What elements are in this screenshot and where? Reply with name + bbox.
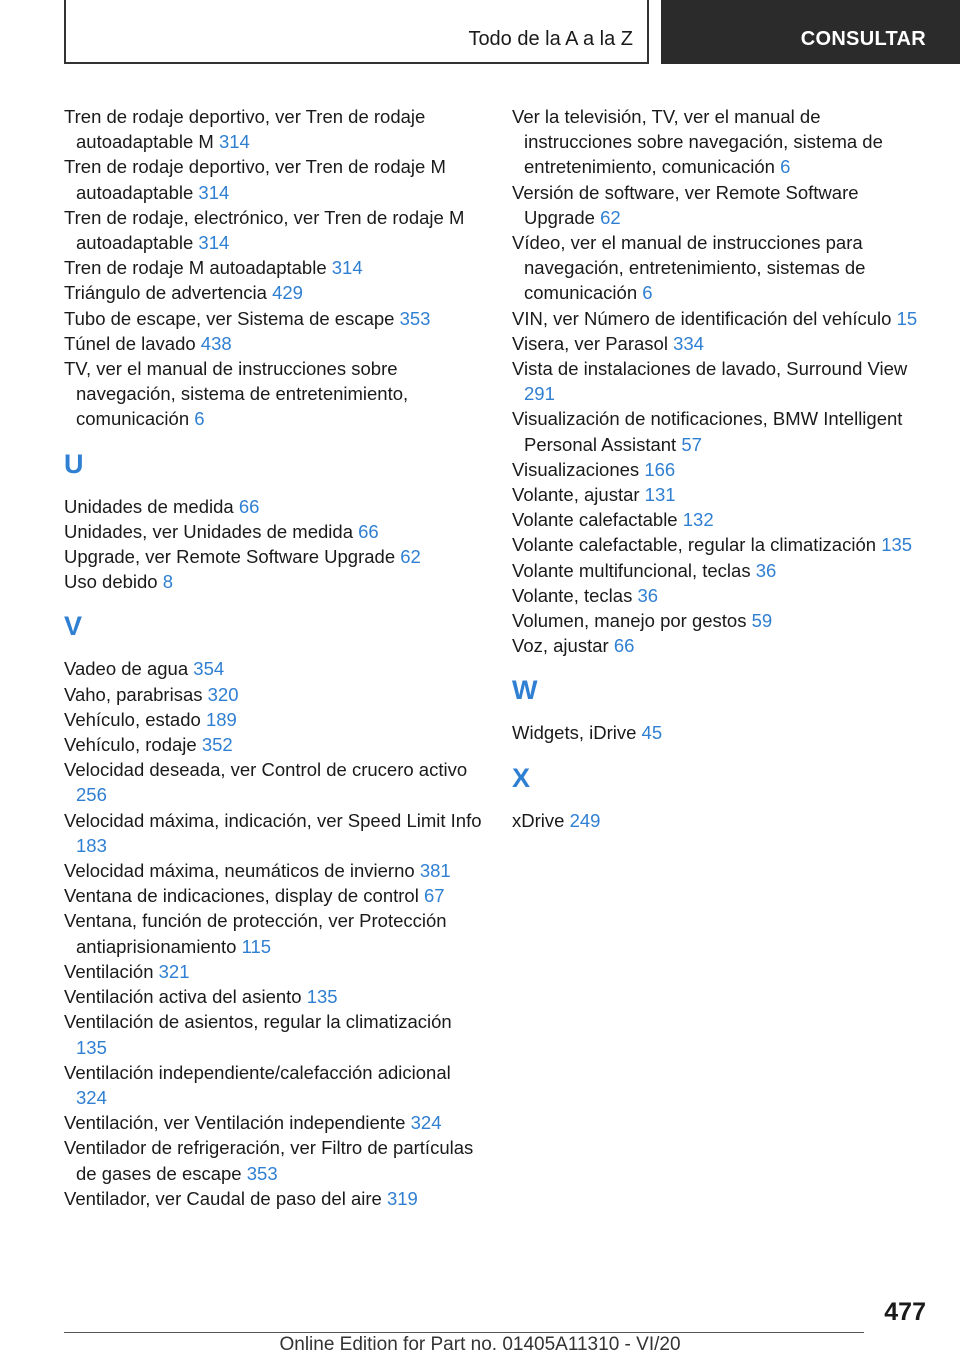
index-entry	[512, 457, 927, 482]
index-page-link[interactable]: 6	[780, 156, 791, 178]
index-page-link[interactable]: 135	[76, 1036, 107, 1058]
index-entry-text: Ventana, función de protección, ver Protección antiaprisionamiento	[64, 910, 447, 957]
index-page-link[interactable]: 320	[207, 683, 239, 705]
index-entry	[512, 104, 927, 180]
index-entry-text: TV, ver el manual de instrucciones sobre navegación, sistema de entretenimiento, comunicación	[64, 358, 409, 430]
index-entry	[64, 757, 484, 807]
index-page-link[interactable]: 166	[644, 458, 676, 480]
index-entry-text: Widgets, iDrive	[512, 722, 637, 744]
index-entry	[64, 808, 484, 858]
index-entry-text: Vaho, parabrisas	[64, 683, 203, 705]
index-entry	[64, 682, 484, 707]
index-entry-text: Vadeo de agua	[64, 658, 189, 680]
index-entry	[512, 507, 927, 532]
index-entry	[64, 1060, 484, 1110]
index-page-link[interactable]: 6	[194, 408, 205, 430]
index-page-link[interactable]: 319	[386, 1187, 418, 1209]
index-entry	[64, 984, 484, 1009]
index-entry	[512, 482, 927, 507]
index-entry-text: Túnel de lavado	[64, 332, 196, 354]
index-page-link[interactable]: 6	[642, 282, 653, 304]
index-entry	[64, 858, 484, 883]
index-entry-text: Ventilación independiente/calefacción adicional	[64, 1061, 451, 1083]
index-entry	[64, 883, 484, 908]
index-entry-text: Unidades de medida	[64, 495, 234, 517]
index-entry-text: Tren de rodaje, electrónico, ver Tren de rodaje M autoadaptable	[64, 206, 465, 254]
index-entry-text: Velocidad deseada, ver Control de crucero activo	[64, 759, 468, 781]
index-page-link[interactable]: 291	[524, 383, 555, 405]
index-entry	[64, 544, 484, 569]
index-page-link[interactable]: 183	[76, 834, 107, 856]
index-entry	[64, 519, 484, 544]
index-entry-text: Ventilación activa del asiento	[64, 986, 302, 1008]
index-entry-text: Velocidad máxima, neumáticos de invierno	[64, 860, 415, 882]
index-entry-text: Ventilación, ver Ventilación independiente	[64, 1112, 406, 1134]
index-entry-text: Visualización de notificaciones, BMW Intelligent Personal Assistant	[512, 408, 903, 455]
index-page-link[interactable]: 66	[238, 495, 260, 517]
index-entry	[64, 154, 484, 204]
index-page-link[interactable]: 324	[410, 1112, 442, 1134]
index-page-link[interactable]: 381	[419, 860, 451, 882]
index-entry-text: Velocidad máxima, indicación, ver Speed Limit Info	[64, 809, 482, 831]
index-entry-text: Ventilación de asientos, regular la climatización	[64, 1011, 452, 1033]
index-entry	[512, 558, 927, 583]
index-entry-text: Tren de rodaje deportivo, ver Tren de rodaje autoadaptable M	[64, 106, 426, 153]
index-entry	[512, 180, 927, 230]
index-page-link[interactable]: 314	[198, 232, 230, 254]
index-entry-text: Tren de rodaje M autoadaptable	[64, 257, 327, 279]
index-entry	[512, 633, 927, 658]
index-entry-text: Tren de rodaje deportivo, ver Tren de rodaje M autoadaptable	[64, 156, 446, 203]
index-entry-text: Triángulo de advertencia	[64, 282, 267, 304]
index-page-link[interactable]: 36	[637, 584, 659, 606]
index-entry-text: Ventilación	[64, 960, 154, 982]
index-page-link[interactable]: 314	[331, 257, 363, 279]
index-entry-text: Tubo de escape, ver Sistema de escape	[64, 307, 395, 329]
index-page-link[interactable]: 135	[881, 534, 913, 556]
index-entry	[64, 494, 484, 519]
index-entry	[64, 959, 484, 984]
index-entry-text: Volumen, manejo por gestos	[512, 610, 747, 632]
chapter-tab[interactable]	[661, 0, 960, 64]
index-entry-text: Visualizaciones	[512, 458, 640, 480]
index-page-link[interactable]: 354	[193, 658, 225, 680]
index-entry-text: Vehículo, rodaje	[64, 734, 197, 756]
index-entry	[512, 583, 927, 608]
edition-footer: Online Edition for Part no. 01405A11310 - VI/20	[279, 1334, 681, 1355]
index-entry	[64, 356, 484, 432]
index-page-link[interactable]: 353	[399, 307, 431, 329]
index-page-link[interactable]: 189	[205, 708, 237, 730]
index-entry	[64, 569, 484, 594]
index-page-link[interactable]: 334	[673, 332, 704, 354]
index-entry-text: Versión de software, ver Remote Software Upgrade	[512, 181, 859, 228]
footer-divider	[64, 1332, 864, 1333]
index-entry	[64, 104, 484, 154]
index-entry-text: Volante multifuncional, teclas	[512, 559, 751, 581]
index-page-link[interactable]: 132	[682, 509, 714, 531]
index-entry-text: Volante calefactable, regular la climatización	[512, 534, 877, 556]
index-entry	[64, 1135, 484, 1185]
index-entry-text: Ventilador de refrigeración, ver Filtro de partículas de gases de escape	[64, 1137, 474, 1184]
index-page-link[interactable]: 353	[246, 1162, 278, 1184]
index-page-link[interactable]: 62	[400, 546, 421, 568]
index-entry-text: Vista de instalaciones de lavado, Surround View	[512, 358, 908, 380]
index-entry-text: xDrive	[512, 809, 565, 831]
index-entry	[64, 732, 484, 757]
section-title: Todo de la A a la Z	[468, 28, 633, 50]
index-section-letter: X	[512, 762, 531, 793]
index-section-letter: W	[512, 675, 538, 706]
index-entry	[64, 306, 484, 331]
index-section-letter: V	[64, 611, 83, 642]
index-entry	[512, 608, 927, 633]
index-page-link[interactable]: 67	[423, 885, 445, 907]
index-entry	[64, 1110, 484, 1135]
index-entry-text: Volante calefactable	[512, 509, 678, 531]
index-entry	[64, 280, 484, 305]
index-page-link[interactable]: 59	[751, 610, 773, 632]
index-page-link[interactable]: 131	[644, 484, 676, 506]
index-entry-text: Voz, ajustar	[512, 635, 609, 657]
index-entry	[64, 205, 484, 255]
index-page-link[interactable]: 115	[241, 935, 272, 957]
index-column-left	[64, 104, 484, 1211]
index-entry	[64, 656, 484, 681]
index-page-link[interactable]: 314	[198, 181, 230, 203]
index-page-link[interactable]: 36	[755, 559, 777, 581]
index-entry-text: Volante, teclas	[512, 584, 633, 606]
index-entry	[64, 908, 484, 958]
index-entry	[512, 306, 927, 331]
index-entry	[512, 331, 927, 356]
index-page-link[interactable]: 314	[218, 131, 250, 153]
index-entry	[64, 1009, 484, 1059]
index-page-link[interactable]: 321	[158, 960, 190, 982]
index-entry	[512, 356, 927, 406]
index-section-letter: U	[64, 448, 84, 479]
index-entry-text: Vehículo, estado	[64, 708, 201, 730]
index-entry-text: Visera, ver Parasol	[512, 332, 668, 354]
index-page-link[interactable]: 352	[201, 734, 233, 756]
index-entry-text: Ventilador, ver Caudal de paso del aire	[64, 1187, 382, 1209]
index-page-link[interactable]: 135	[306, 986, 338, 1008]
index-page-link[interactable]: 15	[896, 307, 918, 329]
index-entry	[64, 1186, 484, 1211]
index-column-right	[512, 104, 927, 833]
index-entry-text: Unidades, ver Unidades de medida	[64, 520, 353, 542]
index-page-link[interactable]: 256	[76, 784, 107, 806]
index-entry	[512, 230, 927, 306]
index-page-link[interactable]: 429	[272, 282, 303, 304]
index-page-link[interactable]: 66	[358, 520, 379, 542]
index-entry	[64, 331, 484, 356]
index-page-link[interactable]: 62	[600, 206, 621, 228]
page-number: 477	[884, 1298, 926, 1326]
index-page-link[interactable]: 66	[613, 635, 635, 657]
header-section-box	[64, 0, 649, 64]
index-entry-text: Ventana de indicaciones, display de control	[64, 885, 419, 907]
index-entry-text: Volante, ajustar	[512, 484, 640, 506]
index-entry	[512, 532, 927, 557]
index-entry	[64, 255, 484, 280]
index-entry-text: Uso debido	[64, 571, 158, 593]
index-entry-text: Vídeo, ver el manual de instrucciones para navegación, entretenimiento, sistemas de comunicación	[512, 232, 866, 304]
index-page-link[interactable]: 324	[76, 1086, 107, 1108]
index-entry-text: Upgrade, ver Remote Software Upgrade	[64, 546, 396, 568]
index-entry-text: Ver la televisión, TV, ver el manual de instrucciones sobre navegación, sistema de entretenimiento, comunicación	[512, 106, 883, 178]
index-entry	[512, 406, 927, 456]
index-page-link[interactable]: 249	[569, 809, 601, 831]
index-entry-text: VIN, ver Número de identificación del vehículo	[512, 307, 892, 329]
index-page-link[interactable]: 438	[200, 332, 232, 354]
index-page-link[interactable]: 57	[681, 433, 702, 455]
chapter-tab-label: CONSULTAR	[800, 28, 926, 50]
index-page-link[interactable]: 8	[162, 571, 174, 593]
index-entry	[512, 720, 927, 745]
index-page-link[interactable]: 45	[641, 722, 663, 744]
index-entry	[512, 808, 927, 833]
index-entry	[64, 707, 484, 732]
